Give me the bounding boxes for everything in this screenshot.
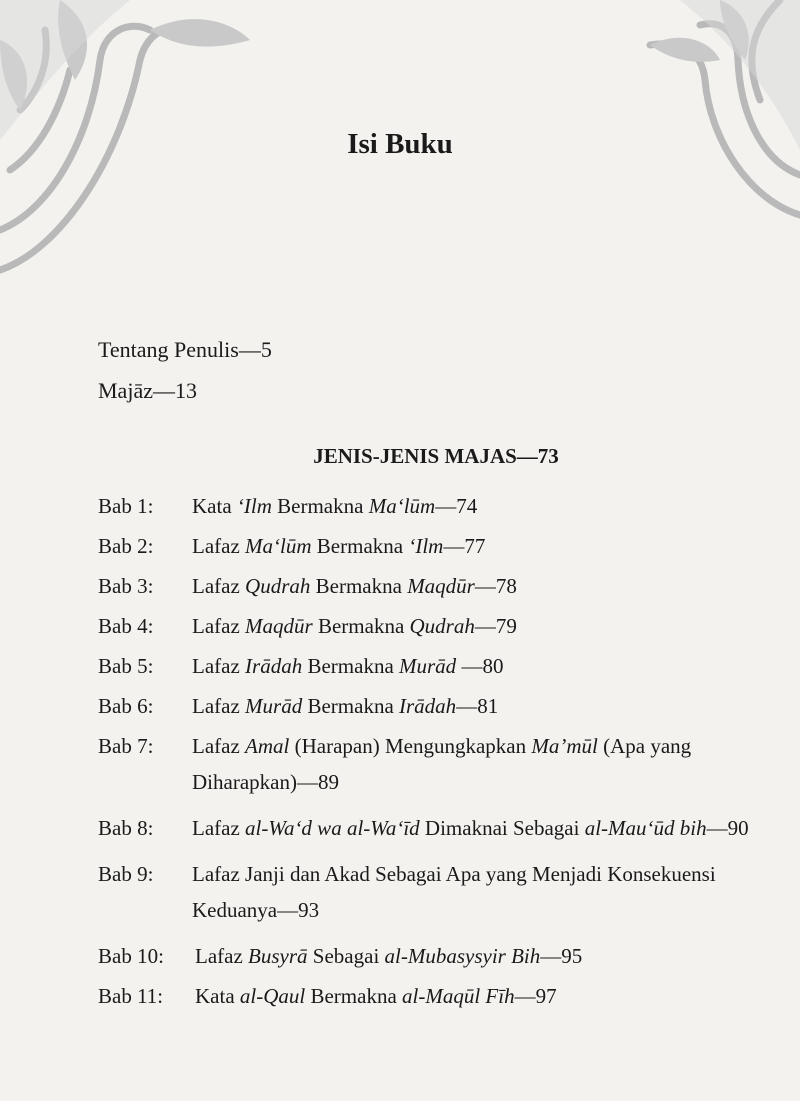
chapter-text: Lafaz [192,734,246,758]
chapter-title [192,810,778,846]
chapter-page: (Apa yang Diharapkan)—89 [192,734,692,794]
chapter-text: Lafaz [192,574,246,598]
chapter-title [192,568,778,604]
chapter-term: al-Qaul [239,984,306,1008]
chapter-label: Bab 9: [98,862,154,886]
chapter-page: —90 [706,816,749,840]
chapter-title [192,528,778,564]
chapter-text: Lafaz [192,614,246,638]
chapter-title [192,728,778,800]
chapter-entry [98,528,778,564]
chapter-term: al-Wa‘d wa al-Wa‘īd [245,816,420,840]
chapter-term: Murād [245,694,303,718]
chapter-title [192,648,778,684]
chapter-page: —97 [514,984,557,1008]
chapter-text: Lafaz [192,534,246,558]
chapter-text: (Harapan) Mengungkapkan [289,734,532,758]
chapter-term: Maqdūr [245,614,313,638]
chapter-entry [98,728,778,800]
chapter-title [192,488,778,524]
chapter-page: —78 [474,574,517,598]
chapter-title [192,608,778,644]
chapter-entry [98,688,778,724]
chapter-term: al-Mau‘ūd bih [584,816,707,840]
chapter-entry [98,488,778,524]
corner-ornament-right [620,0,800,230]
section-title: JENIS-JENIS MAJAS—73 [313,444,559,468]
chapter-page: —77 [443,534,486,558]
chapter-text: Bermakna [310,574,408,598]
chapter-title [195,938,778,974]
chapter-term: Irādah [399,694,457,718]
chapter-title [192,688,778,724]
chapter-page: —81 [456,694,499,718]
chapter-term: Maqdūr [407,574,475,598]
chapter-label: Bab 3: [98,574,154,598]
chapter-label: Bab 10: [98,944,164,968]
chapter-entry [98,648,778,684]
chapter-term: ‘Ilm [236,494,272,518]
chapter-text: Kata [192,494,237,518]
chapter-label: Bab 2: [98,534,154,558]
chapter-text: Lafaz [195,944,249,968]
chapter-term: Irādah [245,654,303,678]
chapter-title [195,978,778,1014]
chapter-term: Ma‘lūm [245,534,312,558]
chapter-text: Bermakna [271,494,369,518]
chapter-page: —79 [474,614,517,638]
chapter-term: al-Mubasysyir Bih [384,944,541,968]
chapter-term: Qudrah [245,574,311,598]
chapter-label: Bab 11: [98,984,164,1008]
chapter-page: —95 [540,944,583,968]
intro-item-author: Tentang Penulis—5 [98,337,272,362]
chapter-text: Lafaz [192,654,246,678]
chapter-page: —74 [435,494,478,518]
chapter-label: Bab 4: [98,614,154,638]
chapter-text: Lafaz [192,816,246,840]
chapter-text: Bermakna [302,654,400,678]
chapter-entry [98,978,778,1014]
chapter-title [192,856,778,928]
chapter-text: Sebagai [307,944,385,968]
chapter-label: Bab 8: [98,816,154,840]
chapter-entry [98,608,778,644]
chapter-entry [98,810,778,846]
chapter-term: Murād [399,654,457,678]
chapter-entry [98,568,778,604]
chapter-list [98,488,778,1018]
chapter-term: Ma’mūl [531,734,598,758]
chapter-term: Ma‘lūm [368,494,436,518]
chapter-text: Kata [195,984,240,1008]
intro-item-majaz: Majāz—13 [98,378,197,403]
chapter-label: Bab 5: [98,654,154,678]
chapter-term: ‘Ilm [408,534,444,558]
chapter-term: Busyrā [248,944,308,968]
chapter-text: Lafaz [192,694,246,718]
page-title: Isi Buku [347,128,453,160]
chapter-label: Bab 6: [98,694,154,718]
chapter-term: Qudrah [409,614,475,638]
chapter-label: Bab 7: [98,734,154,758]
chapter-entry [98,856,778,928]
chapter-text: Bermakna [305,984,403,1008]
chapter-text: Bermakna [312,614,410,638]
chapter-entry [98,938,778,974]
chapter-page: —80 [456,654,504,678]
chapter-text: Dimaknai Sebagai [419,816,585,840]
chapter-text: Bermakna [302,694,400,718]
chapter-term: al-Maqūl Fīh [402,984,515,1008]
chapter-text: Lafaz Janji dan Akad Sebagai Apa yang Menjadi Konsekuensi Keduanya—93 [192,862,716,922]
chapter-text: Bermakna [311,534,409,558]
chapter-label: Bab 1: [98,494,154,518]
chapter-term: Amal [245,734,290,758]
